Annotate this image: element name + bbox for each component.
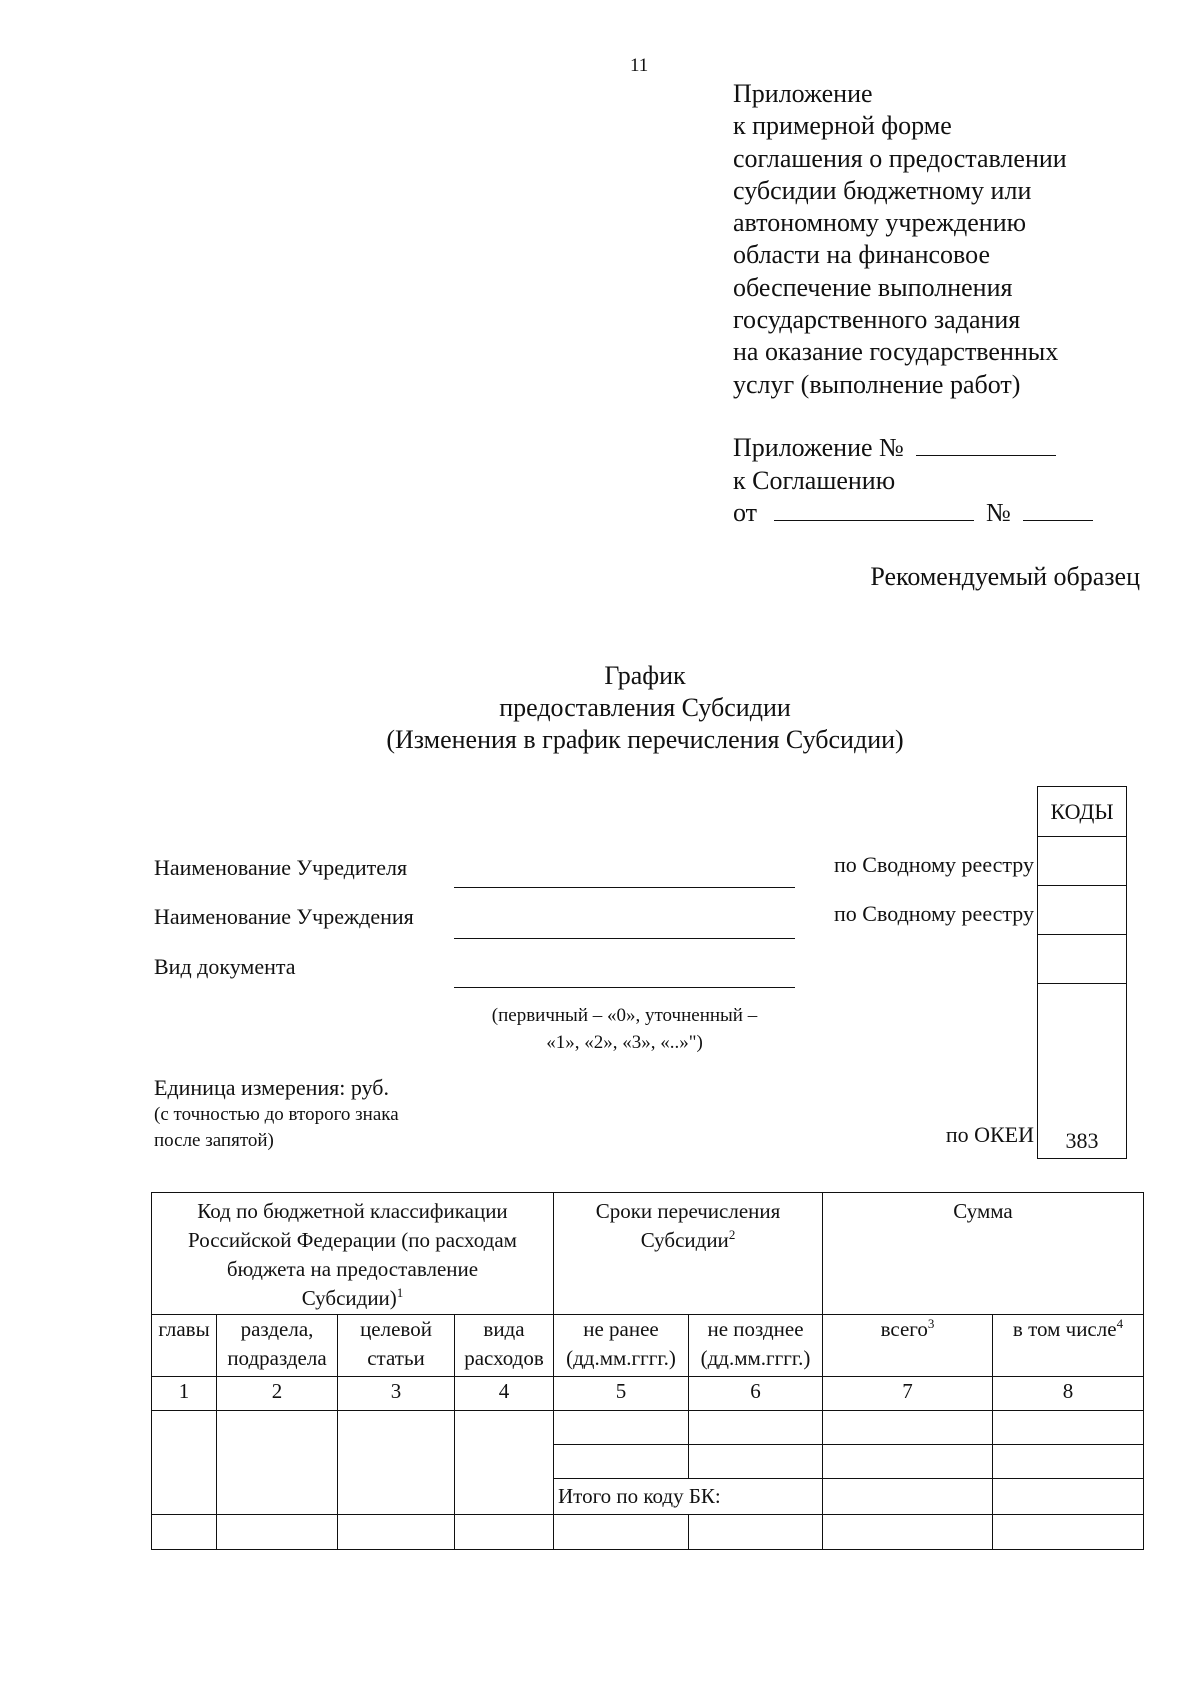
table-cell[interactable] [993, 1411, 1144, 1445]
footnote-ref: 2 [728, 1227, 736, 1242]
appendix-heading [733, 78, 1153, 401]
appendix-line: к примерной форме [733, 111, 952, 141]
total-by-bk-label: Итого по коду БК: [554, 1479, 823, 1515]
doc-type-label: Вид документа [154, 954, 296, 979]
institution-label: Наименование Учреждения [154, 904, 414, 929]
institution-registry-code-cell[interactable] [1038, 886, 1127, 935]
title-line: предоставления Субсидии [499, 693, 791, 722]
col-header-not-later [689, 1315, 823, 1377]
unit-hint-line: после запятой) [154, 1130, 274, 1151]
footnote-ref: 4 [1116, 1316, 1124, 1331]
footnote-ref: 3 [927, 1316, 935, 1331]
table-cell[interactable] [217, 1515, 338, 1550]
column-number: 7 [823, 1377, 993, 1411]
appendix-line: услуг (выполнение работ) [733, 369, 1021, 399]
doc-type-hint-line: (первичный – «0», уточненный – [491, 1005, 758, 1026]
doc-type-code-cell[interactable] [1038, 935, 1127, 984]
column-number: 1 [152, 1377, 217, 1411]
table-cell[interactable] [689, 1515, 823, 1550]
amount-group-header: Сумма [823, 1193, 1144, 1315]
header-text: не ранее [583, 1317, 659, 1341]
header-text: (дд.мм.гггг.) [700, 1346, 811, 1370]
col-header-chapter [152, 1315, 217, 1377]
footnote-ref: 1 [396, 1285, 404, 1300]
header-text: вида [483, 1317, 525, 1341]
table-cell[interactable] [689, 1411, 823, 1445]
column-number-row [152, 1377, 1144, 1411]
number-label: № [986, 498, 1011, 527]
table-cell[interactable] [554, 1445, 689, 1479]
table-cell[interactable] [823, 1479, 993, 1515]
header-line [152, 1284, 553, 1313]
unit-hint [154, 1102, 399, 1154]
column-number: 6 [689, 1377, 823, 1411]
header-line: Российской Федерации (по расходам [188, 1228, 517, 1252]
col-header-not-earlier [554, 1315, 689, 1377]
founder-registry-code-cell[interactable] [1038, 837, 1127, 886]
budget-code-group-header [152, 1193, 554, 1315]
column-number: 3 [338, 1377, 455, 1411]
table-cell[interactable] [823, 1411, 993, 1445]
header-line [554, 1226, 822, 1255]
table-cell[interactable] [993, 1445, 1144, 1479]
col-header-total [823, 1315, 993, 1377]
table-cell[interactable] [455, 1515, 554, 1550]
column-number: 5 [554, 1377, 689, 1411]
appendix-number-label: Приложение № [733, 433, 904, 462]
table-cell[interactable] [152, 1411, 217, 1515]
table-column-header-row [152, 1315, 1144, 1377]
header-text: раздела, [240, 1317, 314, 1341]
table-cell[interactable] [217, 1411, 338, 1515]
table-cell[interactable] [455, 1411, 554, 1515]
codes-header: КОДЫ [1038, 787, 1127, 837]
header-text: расходов [464, 1346, 544, 1370]
column-number: 8 [993, 1377, 1144, 1411]
table-cell[interactable] [993, 1479, 1144, 1515]
appendix-line: субсидии бюджетному или [733, 175, 1032, 205]
table-cell[interactable] [338, 1411, 455, 1515]
header-line: бюджета на предоставление [226, 1257, 479, 1281]
header-text: подраздела [227, 1346, 327, 1370]
sample-label: Рекомендуемый образец [870, 562, 1140, 591]
header-text: главы [158, 1317, 210, 1341]
schedule-table [151, 1192, 1144, 1550]
table-row [152, 1515, 1144, 1550]
title-line: (Изменения в график перечисления Субсидии) [386, 725, 904, 754]
header-text: не позднее [707, 1317, 804, 1341]
appendix-line: обеспечение выполнения [733, 272, 1013, 302]
agreement-reference [733, 432, 1153, 530]
header-line: Код по бюджетной классификации [197, 1199, 508, 1223]
header-text: всего [880, 1317, 928, 1341]
from-label: от [733, 498, 758, 527]
institution-field[interactable] [454, 938, 795, 939]
codes-table [1037, 786, 1127, 1159]
doc-type-hint-line: «1», «2», «3», «..»") [546, 1032, 703, 1053]
header-text: в том числе [1012, 1317, 1117, 1341]
doc-type-hint [454, 1002, 795, 1056]
appendix-number-row [733, 432, 1153, 465]
header-text: Субсидии [640, 1228, 729, 1252]
founder-field[interactable] [454, 887, 795, 888]
founder-label: Наименование Учредителя [154, 855, 408, 880]
col-header-expense-type [455, 1315, 554, 1377]
header-line: Сроки перечисления [595, 1199, 781, 1223]
document-title [300, 660, 990, 756]
appendix-line: на оказание государственных [733, 337, 1059, 367]
table-cell[interactable] [554, 1411, 689, 1445]
table-cell[interactable] [993, 1515, 1144, 1550]
unit-hint-line: (с точностью до второго знака [154, 1104, 399, 1125]
table-cell[interactable] [689, 1445, 823, 1479]
agreement-date-field[interactable] [774, 498, 974, 521]
table-cell[interactable] [823, 1445, 993, 1479]
table-cell[interactable] [152, 1515, 217, 1550]
appendix-line: автономному учреждению [733, 208, 1027, 238]
appendix-line: области на финансовое [733, 240, 990, 270]
col-header-target-item [338, 1315, 455, 1377]
appendix-number-field[interactable] [916, 433, 1056, 456]
transfer-terms-group-header [554, 1193, 823, 1315]
header-text: целевой [360, 1317, 432, 1341]
header-text: (дд.мм.гггг.) [566, 1346, 676, 1370]
appendix-line: государственного задания [733, 305, 1021, 335]
table-cell[interactable] [554, 1515, 689, 1550]
col-header-including [993, 1315, 1144, 1377]
table-group-header-row [152, 1193, 1144, 1315]
appendix-line: Приложение [733, 79, 873, 108]
okei-label: по ОКЕИ [945, 1122, 1034, 1147]
page-number: 11 [630, 55, 649, 76]
table-row [152, 1411, 1144, 1445]
to-agreement-label: к Соглашению [733, 465, 896, 495]
doc-type-field[interactable] [454, 987, 795, 988]
registry-label: по Сводному реестру [834, 852, 1034, 877]
table-cell[interactable] [338, 1515, 455, 1550]
column-number: 2 [217, 1377, 338, 1411]
unit-label: Единица измерения: руб. [154, 1075, 389, 1100]
header-text: статьи [367, 1346, 425, 1370]
registry-label: по Сводному реестру [834, 901, 1034, 926]
table-cell[interactable] [823, 1515, 993, 1550]
okei-code-cell: 383 [1038, 984, 1127, 1159]
title-line: График [604, 661, 686, 690]
agreement-date-row [733, 497, 1153, 530]
agreement-number-field[interactable] [1023, 498, 1093, 521]
appendix-line: соглашения о предоставлении [733, 143, 1067, 173]
header-text: Субсидии) [301, 1286, 397, 1310]
col-header-section [217, 1315, 338, 1377]
column-number: 4 [455, 1377, 554, 1411]
